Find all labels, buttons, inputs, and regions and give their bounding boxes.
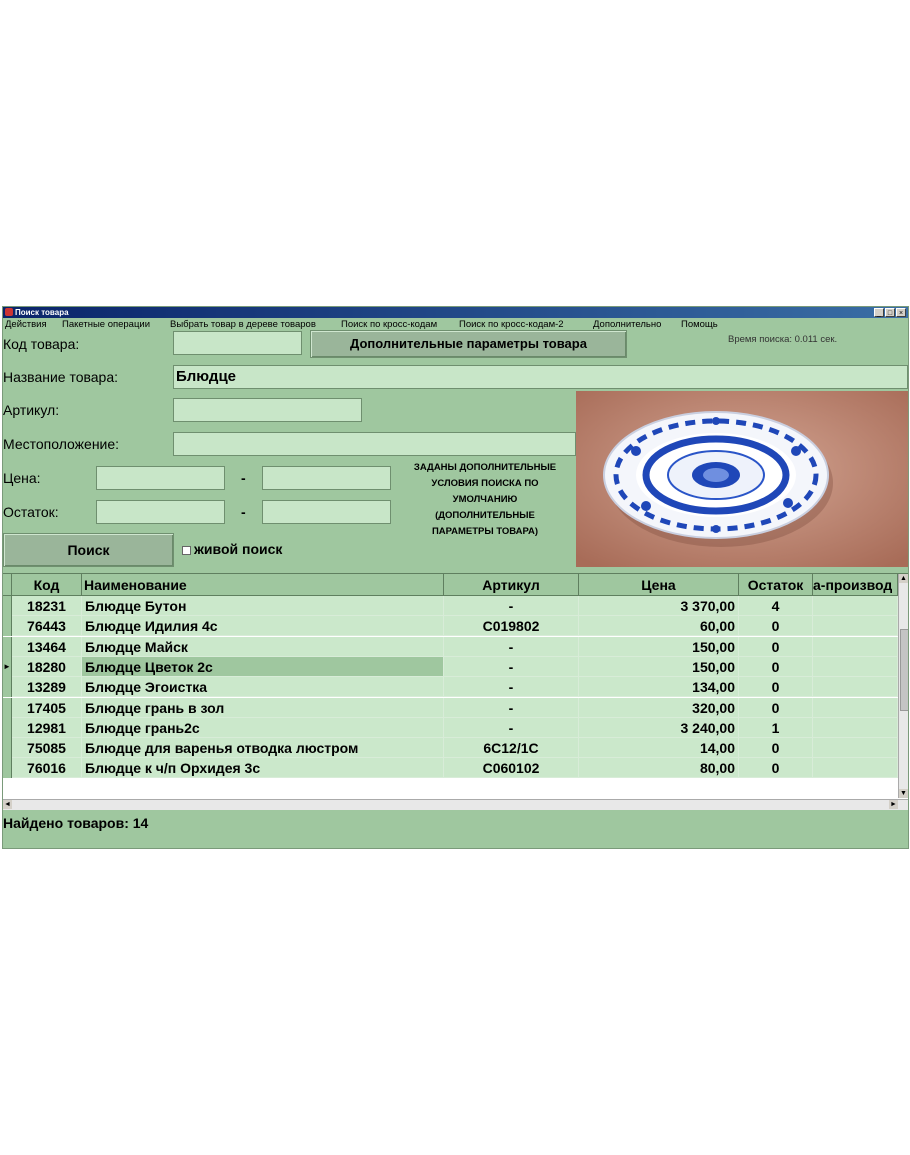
row-indicator[interactable]: ► <box>3 657 12 677</box>
row-indicator[interactable] <box>3 596 12 616</box>
code-input[interactable] <box>173 331 302 355</box>
cell-price[interactable]: 320,00 <box>579 698 739 718</box>
cell-price[interactable]: 150,00 <box>579 657 739 677</box>
header-indicator <box>3 574 12 596</box>
cell-code[interactable]: 12981 <box>12 718 82 738</box>
product-image <box>576 391 909 567</box>
cell-article[interactable]: 6С12/1С <box>444 738 579 758</box>
cell-stock[interactable]: 0 <box>739 738 813 758</box>
cell-stock[interactable]: 4 <box>739 596 813 616</box>
cell-article[interactable]: - <box>444 677 579 697</box>
cell-maker[interactable] <box>813 596 898 616</box>
cell-maker[interactable] <box>813 738 898 758</box>
cell-price[interactable]: 3 370,00 <box>579 596 739 616</box>
cell-code[interactable]: 76443 <box>12 616 82 636</box>
cell-article[interactable]: - <box>444 657 579 677</box>
live-search-label: живой поиск <box>194 541 283 557</box>
cell-stock[interactable]: 0 <box>739 677 813 697</box>
cell-stock[interactable]: 0 <box>739 637 813 657</box>
cell-article[interactable]: - <box>444 718 579 738</box>
column-stock[interactable]: Остаток <box>739 574 813 596</box>
row-indicator[interactable] <box>3 758 12 778</box>
table-row[interactable] <box>3 637 909 657</box>
code-label: Код товара: <box>3 336 80 352</box>
name-input[interactable]: Блюдце <box>173 365 908 389</box>
table-header <box>3 574 909 596</box>
cell-code[interactable]: 13464 <box>12 637 82 657</box>
stock-from-input[interactable] <box>96 500 225 524</box>
vertical-scrollbar[interactable] <box>898 574 909 798</box>
row-indicator[interactable] <box>3 637 12 657</box>
table-row[interactable] <box>3 616 909 636</box>
found-count: Найдено товаров: 14 <box>3 815 149 831</box>
menu-cross-codes[interactable]: Поиск по кросс-кодам <box>341 319 438 330</box>
menu-select-in-tree[interactable]: Выбрать товар в дереве товаров <box>170 319 316 330</box>
cell-maker[interactable] <box>813 616 898 636</box>
cell-name[interactable]: Блюдце Бутон <box>82 596 444 616</box>
row-indicator[interactable] <box>3 738 12 758</box>
cell-price[interactable]: 3 240,00 <box>579 718 739 738</box>
search-time: Время поиска: 0.011 сек. <box>728 334 838 345</box>
scroll-thumb[interactable] <box>900 629 909 711</box>
stock-label: Остаток: <box>3 504 59 520</box>
cell-code[interactable]: 17405 <box>12 698 82 718</box>
column-code[interactable]: Код <box>12 574 82 596</box>
cell-stock[interactable]: 0 <box>739 758 813 778</box>
cell-maker[interactable] <box>813 677 898 697</box>
table-row[interactable] <box>3 657 909 677</box>
window-title: Поиск товара <box>15 308 69 317</box>
products-table <box>3 573 909 810</box>
cell-code[interactable]: 18231 <box>12 596 82 616</box>
column-price[interactable]: Цена <box>579 574 739 596</box>
cell-price[interactable]: 60,00 <box>579 616 739 636</box>
table-row[interactable] <box>3 718 909 738</box>
cell-stock[interactable]: 0 <box>739 657 813 677</box>
live-search-checkbox[interactable] <box>182 546 191 555</box>
price-label: Цена: <box>3 470 41 486</box>
cell-maker[interactable] <box>813 758 898 778</box>
menu-cross-codes-2[interactable]: Поиск по кросс-кодам-2 <box>459 319 564 330</box>
close-button[interactable]: × <box>896 308 906 317</box>
table-row[interactable] <box>3 677 909 697</box>
cell-price[interactable]: 14,00 <box>579 738 739 758</box>
horizontal-scrollbar[interactable] <box>3 799 909 810</box>
minimize-button[interactable]: _ <box>874 308 884 317</box>
article-label: Артикул: <box>3 402 60 418</box>
column-article[interactable]: Артикул <box>444 574 579 596</box>
cell-article[interactable]: С019802 <box>444 616 579 636</box>
scroll-left-icon[interactable]: ◄ <box>4 801 11 808</box>
cell-code[interactable]: 76016 <box>12 758 82 778</box>
row-indicator[interactable] <box>3 677 12 697</box>
location-input[interactable] <box>173 432 576 456</box>
cell-name[interactable]: Блюдце к ч/п Орхидея 3с <box>82 758 444 778</box>
cell-maker[interactable] <box>813 637 898 657</box>
menu-actions[interactable]: Действия <box>5 319 47 330</box>
cell-stock[interactable]: 0 <box>739 698 813 718</box>
cell-code[interactable]: 18280 <box>12 657 82 677</box>
product-search-window <box>2 306 909 849</box>
cell-price[interactable]: 134,00 <box>579 677 739 697</box>
cell-maker[interactable] <box>813 698 898 718</box>
price-to-input[interactable] <box>262 466 391 490</box>
scroll-right-icon[interactable]: ► <box>890 801 897 808</box>
name-label: Название товара: <box>3 369 119 385</box>
app-icon <box>5 308 13 316</box>
extra-params-button[interactable]: Дополнительные параметры товара <box>310 330 627 358</box>
stock-range-dash: - <box>241 504 246 520</box>
cell-article[interactable]: - <box>444 596 579 616</box>
menu-batch-operations[interactable]: Пакетные операции <box>62 319 151 330</box>
cell-name[interactable]: Блюдце грань2с <box>82 718 444 738</box>
cell-price[interactable]: 80,00 <box>579 758 739 778</box>
cell-code[interactable]: 75085 <box>12 738 82 758</box>
article-input[interactable] <box>173 398 362 422</box>
maximize-button[interactable]: □ <box>885 308 895 317</box>
location-label: Местоположение: <box>3 436 120 452</box>
cell-name[interactable]: Блюдце Идилия 4с <box>82 616 444 636</box>
menu-help[interactable]: Помощь <box>681 319 718 330</box>
cell-code[interactable]: 13289 <box>12 677 82 697</box>
search-button[interactable]: Поиск <box>3 533 174 567</box>
price-range-dash: - <box>241 470 246 486</box>
table-row[interactable] <box>3 738 909 758</box>
row-indicator[interactable] <box>3 718 12 738</box>
cell-name[interactable]: Блюдце Эгоистка <box>82 677 444 697</box>
cell-stock[interactable]: 0 <box>739 616 813 636</box>
table-row[interactable] <box>3 698 909 718</box>
stock-to-input[interactable] <box>262 500 391 524</box>
row-indicator[interactable] <box>3 616 12 636</box>
cell-article[interactable]: - <box>444 698 579 718</box>
cell-article[interactable]: - <box>444 637 579 657</box>
cell-name[interactable]: Блюдце грань в зол <box>82 698 444 718</box>
row-indicator[interactable] <box>3 698 12 718</box>
cell-maker[interactable] <box>813 657 898 677</box>
price-from-input[interactable] <box>96 466 225 490</box>
cell-price[interactable]: 150,00 <box>579 637 739 657</box>
scroll-down-icon[interactable]: ▼ <box>900 790 907 797</box>
cell-maker[interactable] <box>813 718 898 738</box>
table-row[interactable] <box>3 758 909 778</box>
cell-name[interactable]: Блюдце для варенья отводка люстром <box>82 738 444 758</box>
cell-name[interactable]: Блюдце Майск <box>82 637 444 657</box>
scroll-up-icon[interactable]: ▲ <box>900 575 907 582</box>
menu-additional[interactable]: Дополнительно <box>593 319 662 330</box>
title-bar <box>3 307 908 318</box>
table-row[interactable] <box>3 596 909 616</box>
column-name[interactable]: Наименование <box>82 574 444 596</box>
cell-article[interactable]: С060102 <box>444 758 579 778</box>
default-conditions-note: ЗАДАНЫ ДОПОЛНИТЕЛЬНЫЕ УСЛОВИЯ ПОИСКА ПО УМОЛЧАНИЮ (ДОПОЛНИТЕЛЬНЫЕ ПАРАМЕТРЫ ТОВАРА) <box>413 462 557 537</box>
cell-stock[interactable]: 1 <box>739 718 813 738</box>
cell-name[interactable]: Блюдце Цветок 2с <box>82 657 444 677</box>
column-manufacturer[interactable]: а-производ <box>813 574 898 596</box>
